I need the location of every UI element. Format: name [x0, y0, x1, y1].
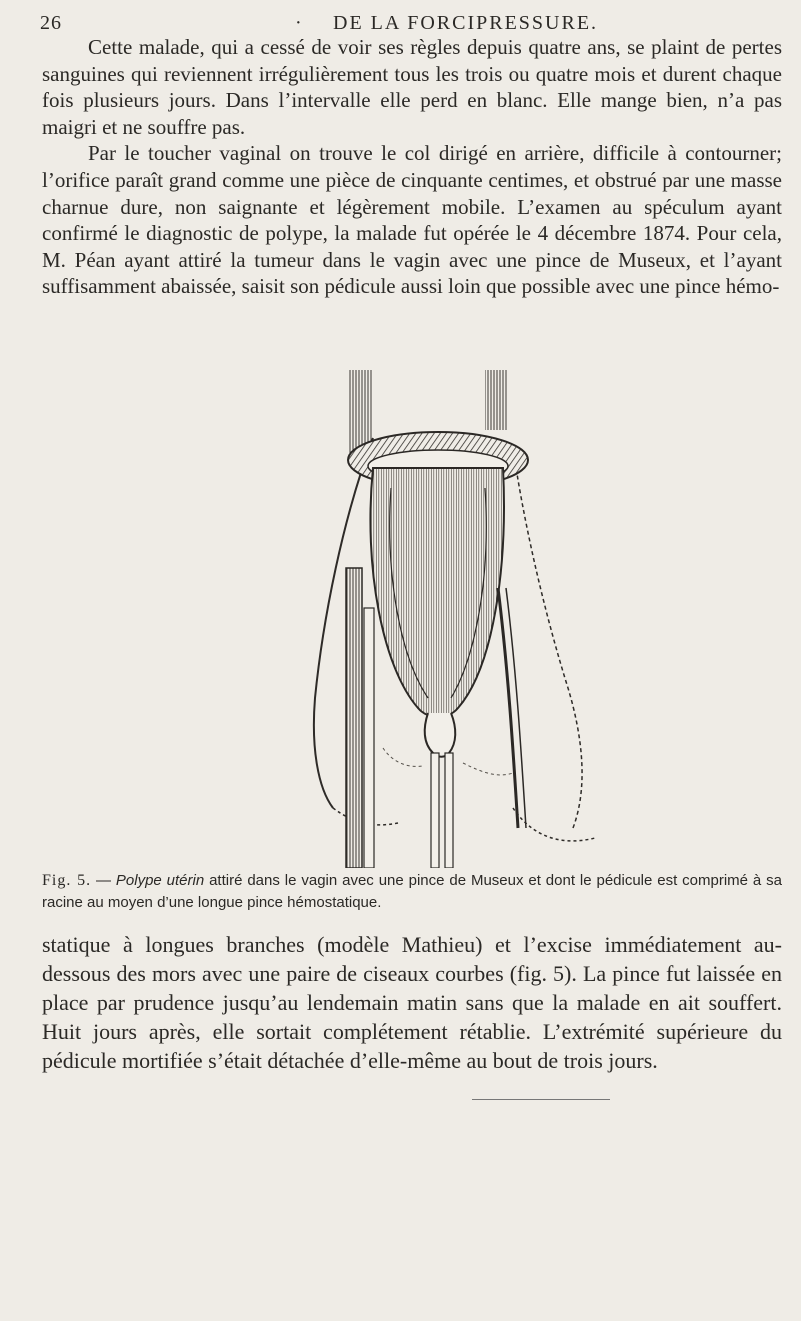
speculum-right-top [485, 370, 507, 430]
tissue-mark-left [383, 748, 423, 766]
figure-title: Polype utérin [115, 872, 205, 889]
paragraph: Par le toucher vaginal on trouve le col dirigé en arrière, difficile à contourner; l’orifice paraît grand comme une pièce de cinquante centimes, et obstrué par une masse charnue dure, non saignante et légèrement mobile. L’examen au spéculum ayant confirmé le diagnostic de polype, la malade fut opérée le 4 décembre 1874. Pour cela, M. Péan ayant attiré la tumeur dans le vagin avec une pince de Museux, et l’ayant suffisamment abaissée, saisit son pédicule aussi loin que possible avec une pince hémo- [42, 141, 782, 299]
museux-forceps [498, 588, 518, 828]
forceps-left-inner [364, 608, 374, 868]
header-dot: · [295, 12, 303, 34]
running-title: DE LA FORCIPRESSURE. [333, 12, 599, 34]
forceps-center-branch-2 [445, 753, 453, 868]
tissue-mark-right [463, 763, 513, 775]
figure-caption [42, 870, 782, 914]
paragraph: Cette malade, qui a cessé de voir ses règles depuis quatre ans, se plaint de pertes sanguines qui reviennent irrégulièrement tous les trois ou quatre mois et durent chaque fois plusieurs jours. Dans l’intervalle elle perd en blanc. Elle mange bien, n’a pas maigri et ne souffre pas. [42, 35, 782, 139]
caption-dash: — [95, 872, 111, 889]
figure-label: Fig. 5. [42, 872, 92, 889]
end-rule [472, 1099, 610, 1100]
page-number: 26 [40, 12, 62, 34]
paragraph: statique à longues branches (modèle Mathieu) et l’excise immédiatement au-dessous des mors avec une paire de ciseaux courbes (fig. 5). La pince fut laissée en place par prudence jusqu’au lendemain matin sans que la malade en ait souffert. Huit jours après, elle sortait complétement rétablie. L’extrémité supérieure du pédicule mortifiée s’était détachée d’elle-même au bout de trois jours. [42, 932, 782, 1073]
top-text-block [42, 34, 782, 300]
uterine-polyp-engraving [223, 368, 618, 868]
figure-illustration [223, 368, 618, 868]
clamp-jaws [425, 713, 456, 757]
bottom-text-block [42, 930, 782, 1075]
forceps-center-branch [431, 753, 439, 868]
forceps-left-branch [346, 568, 362, 868]
vagina-right-outline [513, 448, 582, 828]
caption-text: attiré dans le vagin avec une pince de Museux et dont le pédicule est comprimé à sa racine au moyen d’une longue pince hémostatique. [42, 872, 782, 911]
